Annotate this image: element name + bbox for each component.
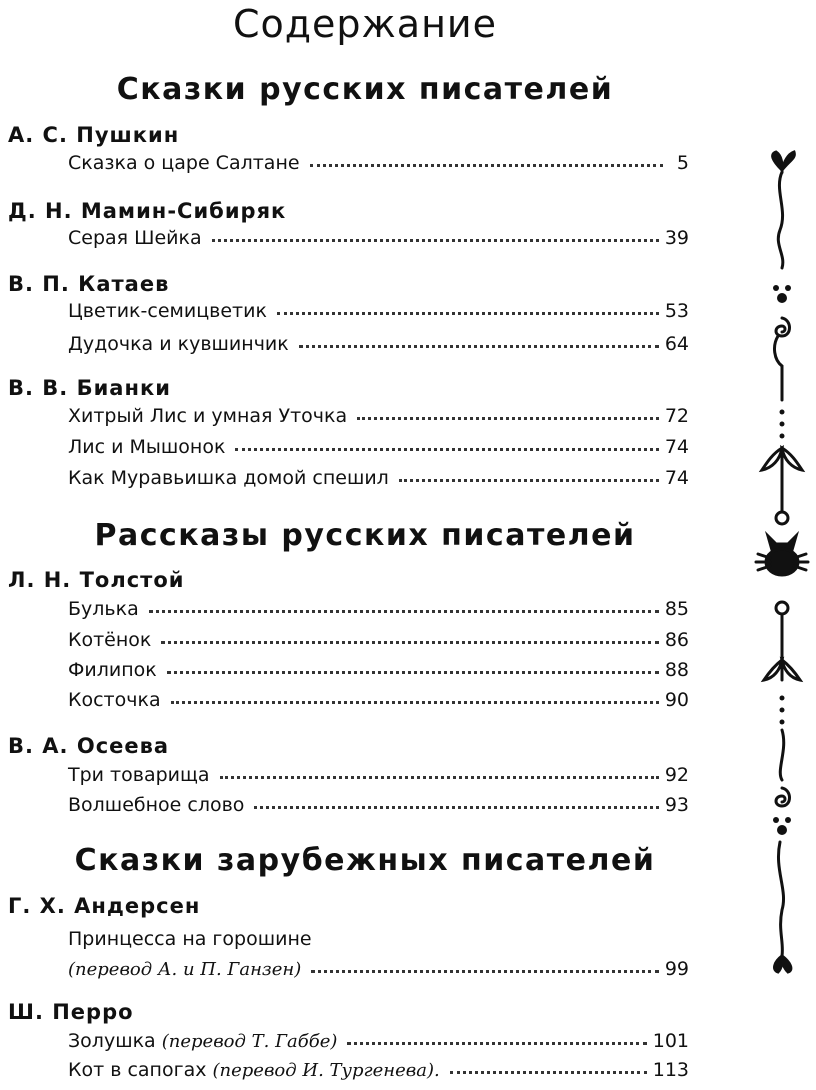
entry-title: Как Муравьишка домой спешил bbox=[68, 467, 389, 489]
page-number: 72 bbox=[664, 405, 689, 427]
toc-entry[interactable] bbox=[68, 1059, 689, 1087]
author-oseeva: В. А. Осеева bbox=[8, 734, 170, 758]
page-number: 39 bbox=[664, 227, 689, 249]
page-number: 86 bbox=[664, 629, 689, 651]
author-perrault: Ш. Перро bbox=[8, 1000, 134, 1024]
page-number: 74 bbox=[664, 467, 689, 489]
author-mamin-sibiryak: Д. Н. Мамин-Сибиряк bbox=[8, 199, 287, 223]
dot-leader bbox=[399, 475, 659, 482]
entry-title: Лис и Мышонок bbox=[68, 436, 226, 458]
dot-leader bbox=[235, 444, 658, 451]
page-number: 88 bbox=[664, 659, 689, 681]
page-number: 93 bbox=[664, 794, 689, 816]
author-tolstoy: Л. Н. Толстой bbox=[8, 568, 185, 592]
page-number: 64 bbox=[664, 333, 689, 355]
toc-entry[interactable] bbox=[68, 436, 689, 464]
page-title: Содержание bbox=[233, 2, 497, 46]
author-bianki: В. В. Бианки bbox=[8, 376, 171, 400]
author-andersen: Г. Х. Андерсен bbox=[8, 894, 201, 918]
author-kataev: В. П. Катаев bbox=[8, 272, 170, 296]
toc-entry[interactable] bbox=[68, 467, 689, 495]
dot-leader bbox=[347, 1038, 646, 1045]
dot-leader bbox=[254, 802, 658, 809]
section-title-russian-stories: Рассказы русских писателей bbox=[94, 518, 636, 553]
dot-leader bbox=[311, 966, 659, 973]
toc-entry[interactable] bbox=[68, 794, 689, 822]
dot-leader bbox=[212, 235, 659, 242]
dot-leader bbox=[161, 637, 658, 644]
toc-entry[interactable] bbox=[68, 689, 689, 717]
entry-title: Филипок bbox=[68, 659, 157, 681]
entry-title: Хитрый Лис и умная Уточка bbox=[68, 405, 348, 427]
toc-entry[interactable] bbox=[68, 152, 689, 180]
toc-entry[interactable] bbox=[68, 333, 689, 361]
entry-title: Цветик-семицветик bbox=[68, 300, 267, 322]
entry-translation: (перевод Т. Габбе) bbox=[161, 1031, 338, 1052]
toc-entry[interactable] bbox=[68, 405, 689, 433]
entry-title: Котёнок bbox=[68, 629, 152, 651]
page-number: 92 bbox=[664, 764, 689, 786]
dot-leader bbox=[450, 1067, 647, 1074]
toc-entry[interactable] bbox=[68, 598, 689, 626]
page-number: 99 bbox=[664, 958, 689, 980]
entry-translation: (перевод И. Тургенева). bbox=[212, 1060, 440, 1081]
cat-vine-ornament-icon bbox=[752, 150, 812, 980]
entry-translation: (перевод А. и П. Ганзен) bbox=[68, 959, 302, 980]
entry-title: Серая Шейка bbox=[68, 227, 202, 249]
toc-entry[interactable] bbox=[68, 300, 689, 328]
toc-entry[interactable] bbox=[68, 659, 689, 687]
toc-entry[interactable] bbox=[68, 764, 689, 792]
dot-leader bbox=[277, 308, 659, 315]
entry-title: Волшебное слово bbox=[68, 794, 245, 816]
dot-leader bbox=[299, 341, 659, 348]
entry-title: Косточка bbox=[68, 689, 161, 711]
page-number: 90 bbox=[664, 689, 689, 711]
entry-title: Золушка bbox=[68, 1030, 156, 1052]
page-number: 85 bbox=[664, 598, 689, 620]
dot-leader bbox=[149, 606, 659, 613]
page-number: 74 bbox=[664, 436, 689, 458]
toc-entry[interactable] bbox=[68, 1030, 689, 1058]
author-pushkin: А. С. Пушкин bbox=[8, 123, 180, 147]
dot-leader bbox=[220, 772, 659, 779]
entry-title: Три товарища bbox=[68, 764, 210, 786]
entry-title: Дудочка и кувшинчик bbox=[68, 333, 289, 355]
dot-leader bbox=[167, 667, 659, 674]
dot-leader bbox=[171, 697, 659, 704]
entry-title[interactable]: Принцесса на горошине bbox=[68, 928, 312, 950]
section-title-foreign-tales: Сказки зарубежных писателей bbox=[74, 843, 656, 878]
dot-leader bbox=[310, 160, 663, 167]
toc-entry[interactable] bbox=[68, 958, 689, 986]
entry-title: Булька bbox=[68, 598, 139, 620]
page-number: 101 bbox=[652, 1030, 689, 1052]
section-title-russian-tales: Сказки русских писателей bbox=[116, 72, 614, 107]
page-number: 53 bbox=[664, 300, 689, 322]
page-number: 113 bbox=[652, 1059, 689, 1081]
page-number: 5 bbox=[676, 152, 689, 174]
toc-entry[interactable] bbox=[68, 227, 689, 255]
dot-leader bbox=[357, 413, 659, 420]
toc-entry[interactable] bbox=[68, 629, 689, 657]
entry-title: Сказка о царе Салтане bbox=[68, 152, 300, 174]
entry-title: Кот в сапогах bbox=[68, 1059, 207, 1081]
